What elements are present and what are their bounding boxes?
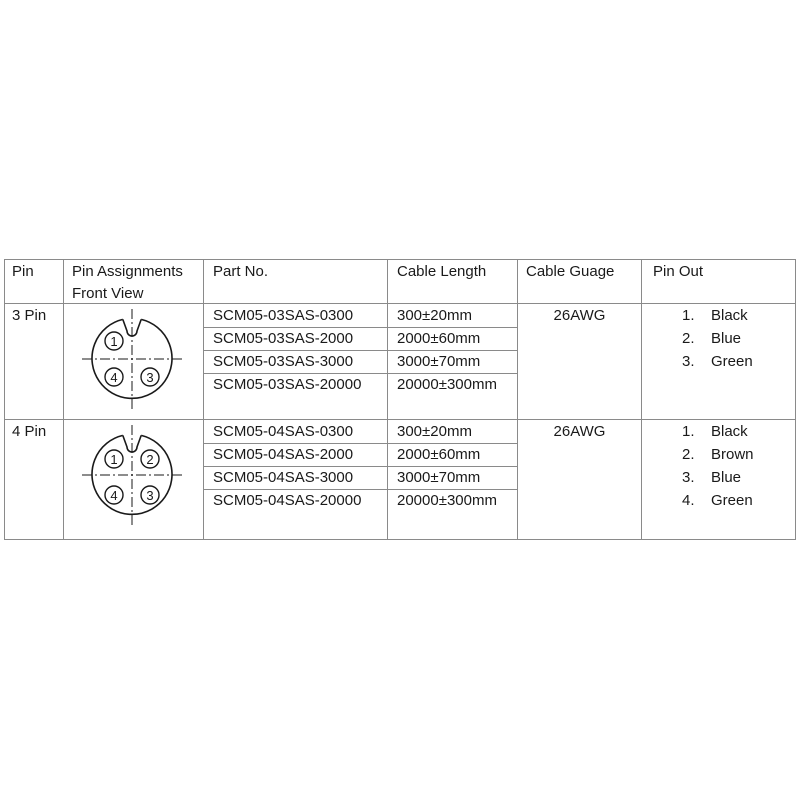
- part-number: SCM05-03SAS-0300: [213, 307, 354, 324]
- cable-length: 20000±300mm: [397, 492, 497, 509]
- pinout-color: Green: [711, 353, 753, 370]
- header-part-no: Part No.: [213, 263, 269, 280]
- pin-label: 3: [146, 488, 154, 503]
- part-row-divider: [203, 350, 517, 351]
- pinout-color: Brown: [711, 446, 754, 463]
- part-number: SCM05-04SAS-20000: [213, 492, 362, 509]
- header-cable-length: Cable Length: [397, 263, 487, 280]
- col-divider-3: [387, 259, 388, 540]
- pin-label: 1: [110, 334, 118, 349]
- table-border-bottom: [4, 539, 796, 540]
- pin-label: 2: [146, 452, 154, 467]
- pinout-color: Blue: [711, 469, 742, 486]
- pinout-number: 3.: [682, 469, 695, 486]
- col-divider-5: [641, 259, 642, 540]
- part-row-divider: [203, 327, 517, 328]
- part-number: SCM05-03SAS-20000: [213, 376, 362, 393]
- col-divider-2: [203, 259, 204, 540]
- pin-label: 1: [110, 452, 118, 467]
- pinout-color: Black: [711, 423, 748, 440]
- pin-label: 3: [146, 370, 154, 385]
- header-pin-assignments: Pin Assignments: [72, 263, 183, 280]
- part-row-divider: [203, 489, 517, 490]
- header-pin-out: Pin Out: [653, 263, 704, 280]
- cable-length: 300±20mm: [397, 307, 472, 324]
- cable-length: 300±20mm: [397, 423, 472, 440]
- group-divider: [4, 419, 796, 420]
- cable-length: 2000±60mm: [397, 330, 481, 347]
- pin-label: 4: [110, 488, 118, 503]
- cable-length: 20000±300mm: [397, 376, 497, 393]
- pinout-number: 1.: [682, 307, 695, 324]
- pinout-color: Black: [711, 307, 748, 324]
- part-number: SCM05-04SAS-3000: [213, 469, 354, 486]
- header-front-view: Front View: [72, 285, 144, 302]
- header-pin: Pin: [12, 263, 34, 280]
- cable-length: 2000±60mm: [397, 446, 481, 463]
- cable-gauge: 26AWG: [553, 423, 606, 440]
- pinout-number: 2.: [682, 330, 695, 347]
- pinout-number: 3.: [682, 353, 695, 370]
- part-number: SCM05-04SAS-0300: [213, 423, 354, 440]
- part-row-divider: [203, 443, 517, 444]
- connector-4pin-diagram: [78, 421, 186, 531]
- pinout-number: 4.: [682, 492, 695, 509]
- pin-label: 4: [110, 370, 118, 385]
- pinout-color: Green: [711, 492, 753, 509]
- cable-gauge: 26AWG: [553, 307, 606, 324]
- part-number: SCM05-03SAS-3000: [213, 353, 354, 370]
- group-pin-label: 4 Pin: [12, 423, 47, 440]
- pinout-color: Blue: [711, 330, 742, 347]
- pinout-number: 1.: [682, 423, 695, 440]
- header-cable-gauge: Cable Guage: [526, 263, 615, 280]
- connector-3pin-diagram: [78, 305, 186, 415]
- cable-length: 3000±70mm: [397, 353, 481, 370]
- part-number: SCM05-04SAS-2000: [213, 446, 354, 463]
- col-divider-1: [63, 259, 64, 540]
- pinout-number: 2.: [682, 446, 695, 463]
- table-border-right: [795, 259, 796, 540]
- table-border-left: [4, 259, 5, 540]
- part-row-divider: [203, 466, 517, 467]
- col-divider-4: [517, 259, 518, 540]
- group-pin-label: 3 Pin: [12, 307, 47, 324]
- cable-length: 3000±70mm: [397, 469, 481, 486]
- part-number: SCM05-03SAS-2000: [213, 330, 354, 347]
- part-row-divider: [203, 373, 517, 374]
- table-border-top: [4, 259, 796, 260]
